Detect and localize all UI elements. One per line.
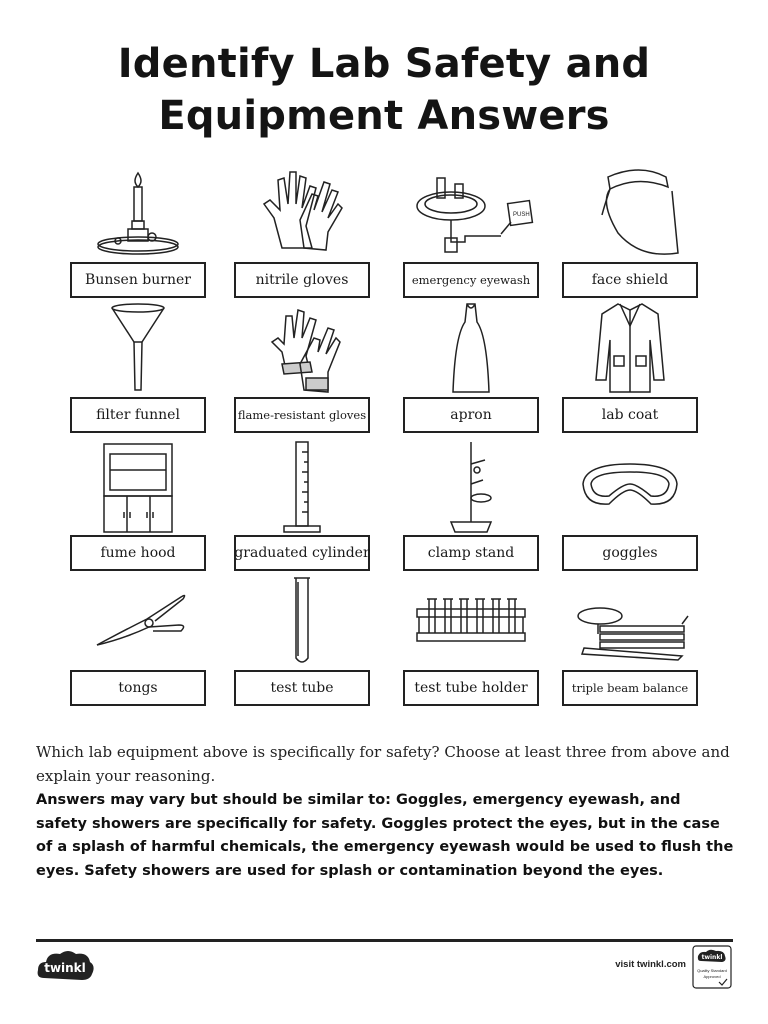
label-lab-coat: lab coat: [562, 397, 698, 433]
label-face-shield: face shield: [562, 262, 698, 298]
nitrile-gloves-icon: [234, 160, 370, 256]
quality-badge: [692, 945, 732, 989]
triple-beam-balance-icon: [562, 576, 698, 672]
goggles-icon: [562, 440, 698, 536]
fume-hood-icon: [70, 440, 206, 536]
label-graduated-cylinder: graduated cylinder: [234, 535, 370, 571]
funnel-icon: [70, 300, 206, 396]
badge-brand: twinkl: [701, 954, 723, 961]
label-test-tube: test tube: [234, 670, 370, 706]
footer-link[interactable]: visit twinkl.com: [615, 959, 686, 970]
clamp-stand-icon: [403, 440, 539, 536]
apron-icon: [403, 300, 539, 396]
tongs-icon: [70, 575, 206, 671]
label-triple-beam-balance: triple beam balance: [562, 670, 698, 706]
label-tongs: tongs: [70, 670, 206, 706]
graduated-cylinder-icon: [234, 440, 370, 536]
question-text: Which lab equipment above is specifically for safety? Choose at least three from above and explain your reasoning.: [36, 743, 730, 785]
lab-coat-icon: [562, 300, 698, 396]
face-shield-icon: [562, 163, 698, 259]
push-sign-text: PUSH: [513, 212, 530, 218]
label-filter-funnel: filter funnel: [70, 397, 206, 433]
label-emergency-eyewash: emergency eyewash: [403, 262, 539, 298]
label-flame-resistant-gloves: flame-resistant gloves: [234, 397, 370, 433]
label-clamp-stand: clamp stand: [403, 535, 539, 571]
logo-text: twinkl: [44, 961, 86, 975]
flame-resistant-gloves-icon: [234, 298, 370, 394]
test-tube-icon: [234, 574, 370, 670]
answer-text: Answers may vary but should be similar to: Goggles, emergency eyewash, and safety showers are specifically for safety. Goggles protect the eyes, but in the case of a splash of harmful chemicals, the emergency eyewash would be used to flush the eyes. Safety showers are used for splash or contamination beyond the eyes.: [36, 792, 734, 879]
title-line-2: Equipment Answers: [158, 93, 610, 139]
bunsen-burner-icon: [70, 165, 206, 261]
logo-cloud-icon: [36, 948, 94, 984]
badge-line1: Quality Standard: [697, 968, 727, 973]
footer-divider: [36, 939, 733, 942]
test-tube-rack-icon: [403, 575, 539, 671]
badge-line2: Approved: [703, 974, 721, 979]
label-goggles: goggles: [562, 535, 698, 571]
label-test-tube-holder: test tube holder: [403, 670, 539, 706]
label-apron: apron: [403, 397, 539, 433]
label-bunsen-burner: Bunsen burner: [70, 262, 206, 298]
twinkl-logo: [36, 948, 94, 984]
eyewash-station-icon: [403, 164, 539, 260]
label-nitrile-gloves: nitrile gloves: [234, 262, 370, 298]
label-fume-hood: fume hood: [70, 535, 206, 571]
title-line-1: Identify Lab Safety and: [117, 41, 651, 87]
